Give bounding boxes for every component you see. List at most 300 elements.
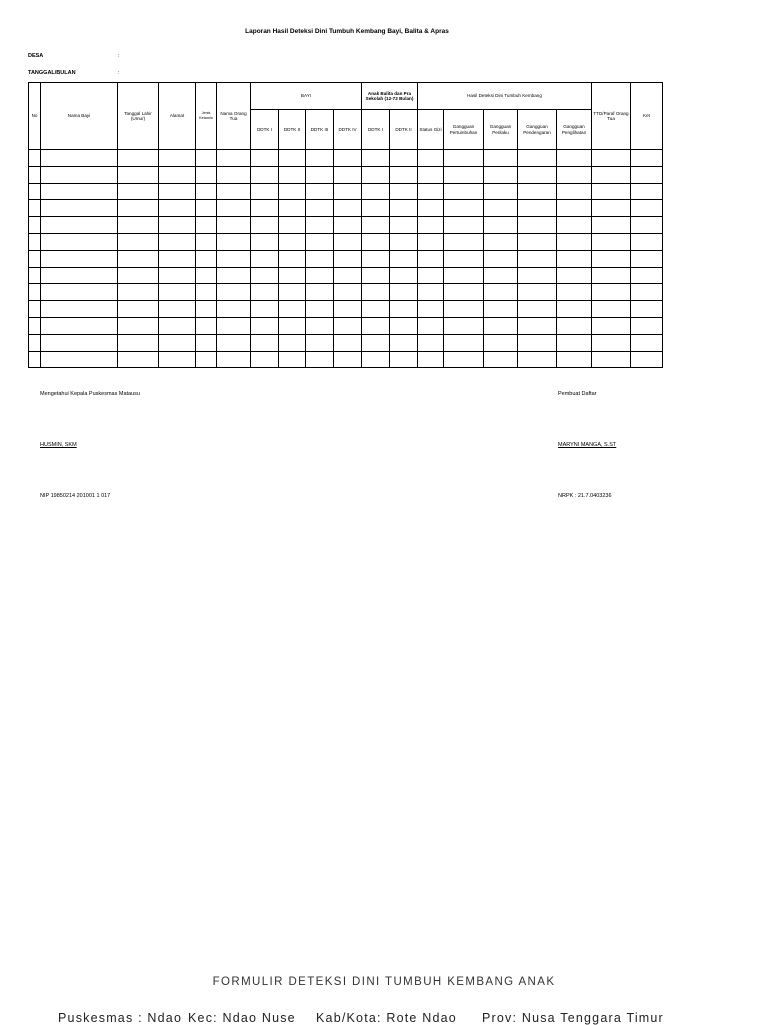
table-cell [196,301,217,318]
table-row [29,200,663,217]
table-cell [41,301,118,318]
table-cell [118,267,159,284]
table-cell [334,166,362,183]
table-cell [362,200,390,217]
table-cell [484,284,518,301]
table-row [29,217,663,234]
table-cell [444,250,484,267]
table-cell [557,200,592,217]
table-cell [41,317,118,334]
next-page-provinsi: Prov: Nusa Tenggara Timur [482,1011,664,1025]
table-cell [390,317,418,334]
table-cell [217,166,251,183]
table-cell [279,317,306,334]
table-cell [159,183,196,200]
table-cell [631,183,663,200]
table-cell [41,183,118,200]
table-cell [631,217,663,234]
table-cell [306,233,334,250]
table-cell [518,233,557,250]
table-cell [306,200,334,217]
table-cell [118,166,159,183]
header-bayi-group: BAYI [251,83,362,110]
table-cell [362,233,390,250]
table-cell [631,250,663,267]
table-cell [518,250,557,267]
table-cell [41,284,118,301]
table-cell [484,150,518,167]
tanggal-bulan-colon: : [118,70,120,76]
table-cell [41,334,118,351]
table-cell [418,183,444,200]
table-cell [159,217,196,234]
table-cell [484,166,518,183]
header-bayi-ddtk-3: DDTK III [306,110,334,150]
right-signature-name: MARYNI MANGA, S.ST [558,442,617,448]
table-cell [418,150,444,167]
table-cell [251,250,279,267]
desa-label: DESA [28,53,44,59]
table-cell [196,217,217,234]
table-cell [159,267,196,284]
table-cell [118,217,159,234]
table-cell [592,183,631,200]
tanggal-bulan-label: TANGGAL/BULAN [28,70,76,76]
table-cell [518,351,557,368]
table-cell [390,200,418,217]
table-cell [444,150,484,167]
table-cell [390,217,418,234]
table-cell [631,301,663,318]
header-bayi-ddtk-2: DDTK II [279,110,306,150]
table-cell [41,200,118,217]
table-cell [334,217,362,234]
table-cell [390,166,418,183]
table-cell [444,334,484,351]
table-row [29,166,663,183]
table-cell [484,200,518,217]
table-cell [557,166,592,183]
table-cell [251,183,279,200]
table-cell [362,183,390,200]
header-status-gizi: Status Gizi [418,110,444,150]
table-cell [631,166,663,183]
table-cell [444,317,484,334]
table-cell [418,233,444,250]
table-cell [334,267,362,284]
table-cell [159,150,196,167]
table-cell [631,284,663,301]
table-cell [279,250,306,267]
table-cell [444,284,484,301]
table-cell [196,317,217,334]
table-cell [118,183,159,200]
table-cell [217,284,251,301]
table-cell [444,217,484,234]
table-cell [557,217,592,234]
table-cell [418,200,444,217]
table-cell [306,351,334,368]
table-cell [444,301,484,318]
table-cell [518,284,557,301]
table-cell [444,183,484,200]
table-cell [592,233,631,250]
table-cell [334,233,362,250]
table-cell [334,317,362,334]
table-cell [118,200,159,217]
table-cell [251,217,279,234]
table-cell [196,200,217,217]
header-anak-balita-group: Anak Balita dan Pra Sekolah (12-72 Bulan) [362,83,418,110]
table-cell [362,334,390,351]
header-jenis-kelamin: Jenis Kelamin [196,83,217,150]
header-hasil-deteksi-group: Hasil Deteksi Dini Tumbuh Kembang [418,83,592,110]
table-row [29,183,663,200]
table-cell [390,233,418,250]
header-nama-bayi: Nama Bayi [41,83,118,150]
header-no: No [29,83,41,150]
table-cell [418,250,444,267]
table-cell [631,150,663,167]
table-cell [362,317,390,334]
table-cell [118,233,159,250]
table-cell [41,166,118,183]
table-cell [217,334,251,351]
report-title: Laporan Hasil Deteksi Dini Tumbuh Kembang Bayi, Balita & Apras [245,28,449,35]
table-cell [484,334,518,351]
table-cell [279,267,306,284]
table-cell [251,351,279,368]
table-cell [334,301,362,318]
table-cell [251,150,279,167]
table-cell [196,267,217,284]
table-cell [484,301,518,318]
header-gangguan-pertumbuhan: Gangguan Pertumbuhan [444,110,484,150]
header-alamat: Alamat [159,83,196,150]
table-cell [362,150,390,167]
table-cell [41,217,118,234]
table-cell [518,317,557,334]
table-cell [557,284,592,301]
table-cell [159,233,196,250]
next-page-title: FORMULIR DETEKSI DINI TUMBUH KEMBANG ANAK [212,976,556,988]
table-cell [592,166,631,183]
table-row [29,301,663,318]
table-cell [196,250,217,267]
left-signature-id: NIP 19850214 201001 1 017 [40,493,111,499]
report-table [28,82,663,368]
table-cell [334,284,362,301]
table-cell [217,351,251,368]
table-cell [518,200,557,217]
table-cell [29,317,41,334]
table-cell [631,334,663,351]
table-row [29,317,663,334]
table-cell [196,284,217,301]
table-cell [362,166,390,183]
header-gangguan-pendengaran: Gangguan Pendengaran [518,110,557,150]
desa-colon: : [118,53,120,59]
table-cell [29,267,41,284]
table-body [29,150,663,368]
table-cell [418,217,444,234]
table-cell [29,233,41,250]
table-cell [418,284,444,301]
table-cell [251,267,279,284]
table-cell [518,217,557,234]
table-cell [279,301,306,318]
table-cell [29,200,41,217]
table-cell [196,351,217,368]
table-cell [418,166,444,183]
table-cell [279,233,306,250]
table-cell [592,317,631,334]
table-cell [390,301,418,318]
table-cell [418,317,444,334]
table-cell [557,301,592,318]
table-cell [306,150,334,167]
header-anak-ddtk-2: DDTK II [390,110,418,150]
right-signature-id: NRPK : 21.7.0403236 [558,493,612,499]
table-cell [306,166,334,183]
table-cell [306,250,334,267]
table-cell [484,317,518,334]
table-cell [418,334,444,351]
table-cell [390,284,418,301]
header-bayi-ddtk-4: DDTK IV [334,110,362,150]
table-cell [217,200,251,217]
table-cell [159,250,196,267]
table-cell [279,183,306,200]
table-cell [557,233,592,250]
table-cell [444,233,484,250]
table-cell [217,317,251,334]
table-cell [631,267,663,284]
table-cell [159,166,196,183]
header-gangguan-perilaku: Gangguan Perilaku [484,110,518,150]
table-cell [444,200,484,217]
table-cell [196,183,217,200]
table-cell [390,334,418,351]
table-cell [484,217,518,234]
table-cell [159,284,196,301]
table-cell [217,250,251,267]
header-nama-orang-tua: Nama Orang Tua [217,83,251,150]
table-cell [118,317,159,334]
table-cell [484,183,518,200]
table-cell [118,334,159,351]
table-cell [306,334,334,351]
table-cell [306,284,334,301]
table-cell [217,301,251,318]
table-cell [418,267,444,284]
table-cell [196,233,217,250]
table-cell [518,166,557,183]
table-cell [251,301,279,318]
table-cell [484,267,518,284]
next-page-puskesmas: Puskesmas : Ndao [58,1011,183,1025]
table-cell [251,233,279,250]
table-cell [217,150,251,167]
table-cell [557,267,592,284]
table-cell [306,267,334,284]
table-cell [41,267,118,284]
header-anak-ddtk-1: DDTK I [362,110,390,150]
table-cell [118,250,159,267]
table-cell [29,284,41,301]
table-row [29,334,663,351]
table-cell [334,351,362,368]
table-cell [334,200,362,217]
table-cell [592,250,631,267]
table-cell [484,250,518,267]
table-cell [444,166,484,183]
table-cell [334,150,362,167]
table-cell [557,150,592,167]
table-cell [29,334,41,351]
table-cell [631,317,663,334]
table-cell [418,351,444,368]
table-row [29,351,663,368]
table-cell [29,301,41,318]
table-cell [159,301,196,318]
report-table-container [28,82,663,368]
table-cell [592,284,631,301]
table-row [29,267,663,284]
table-cell [217,233,251,250]
table-row [29,250,663,267]
table-cell [217,183,251,200]
table-row [29,284,663,301]
table-cell [557,250,592,267]
table-cell [279,150,306,167]
table-cell [362,267,390,284]
table-cell [592,200,631,217]
table-cell [390,351,418,368]
table-cell [159,351,196,368]
table-cell [306,183,334,200]
table-cell [29,250,41,267]
header-tanggal-lahir: Tanggal Lahir (Umur) [118,83,159,150]
header-ket: Ket [631,83,663,150]
table-cell [118,150,159,167]
table-cell [196,334,217,351]
table-cell [557,334,592,351]
table-cell [418,301,444,318]
table-cell [118,301,159,318]
header-gangguan-penglihatan: Gangguan Penglihatan [557,110,592,150]
table-cell [390,183,418,200]
table-cell [592,217,631,234]
table-cell [251,284,279,301]
table-cell [518,301,557,318]
left-signature-caption: Mengetahui Kepala Puskesmas Matausu [40,391,140,397]
table-cell [279,334,306,351]
table-cell [557,317,592,334]
table-cell [390,150,418,167]
table-cell [251,317,279,334]
table-cell [41,351,118,368]
table-cell [334,250,362,267]
right-signature-caption: Pembuat Daftar [558,391,597,397]
table-cell [631,351,663,368]
table-cell [29,351,41,368]
table-cell [306,317,334,334]
table-cell [41,150,118,167]
table-cell [518,183,557,200]
table-cell [41,250,118,267]
table-cell [362,250,390,267]
table-cell [251,200,279,217]
table-cell [592,150,631,167]
next-page-kabupaten: Kab/Kota: Rote Ndao [316,1011,457,1025]
header-bayi-ddtk-1: DDTK I [251,110,279,150]
table-cell [484,351,518,368]
table-cell [631,233,663,250]
table-cell [390,267,418,284]
table-cell [390,250,418,267]
table-cell [159,200,196,217]
table-cell [159,317,196,334]
table-cell [592,351,631,368]
table-cell [306,217,334,234]
table-cell [306,301,334,318]
table-cell [41,233,118,250]
table-cell [557,183,592,200]
table-cell [362,217,390,234]
table-cell [29,217,41,234]
table-row [29,150,663,167]
table-cell [29,183,41,200]
next-page-kecamatan: Kec: Ndao Nuse [188,1011,296,1025]
table-cell [518,150,557,167]
table-cell [196,150,217,167]
table-cell [444,267,484,284]
table-cell [279,351,306,368]
table-cell [196,166,217,183]
table-cell [592,267,631,284]
table-cell [279,166,306,183]
table-cell [29,150,41,167]
table-cell [631,200,663,217]
table-cell [217,267,251,284]
table-cell [279,217,306,234]
table-cell [484,233,518,250]
table-cell [362,351,390,368]
table-cell [29,166,41,183]
table-cell [334,334,362,351]
table-cell [279,284,306,301]
header-ttd-paraf: TTD/Paraf Orang Tua [592,83,631,150]
table-cell [118,284,159,301]
table-cell [217,217,251,234]
table-cell [159,334,196,351]
table-row [29,233,663,250]
table-cell [444,351,484,368]
table-cell [362,301,390,318]
left-signature-name: HUSMIN, SKM [40,442,77,448]
table-cell [518,267,557,284]
table-cell [334,183,362,200]
table-cell [279,200,306,217]
table-cell [118,351,159,368]
table-cell [557,351,592,368]
table-cell [592,301,631,318]
table-cell [362,284,390,301]
table-cell [518,334,557,351]
table-cell [592,334,631,351]
table-cell [251,334,279,351]
